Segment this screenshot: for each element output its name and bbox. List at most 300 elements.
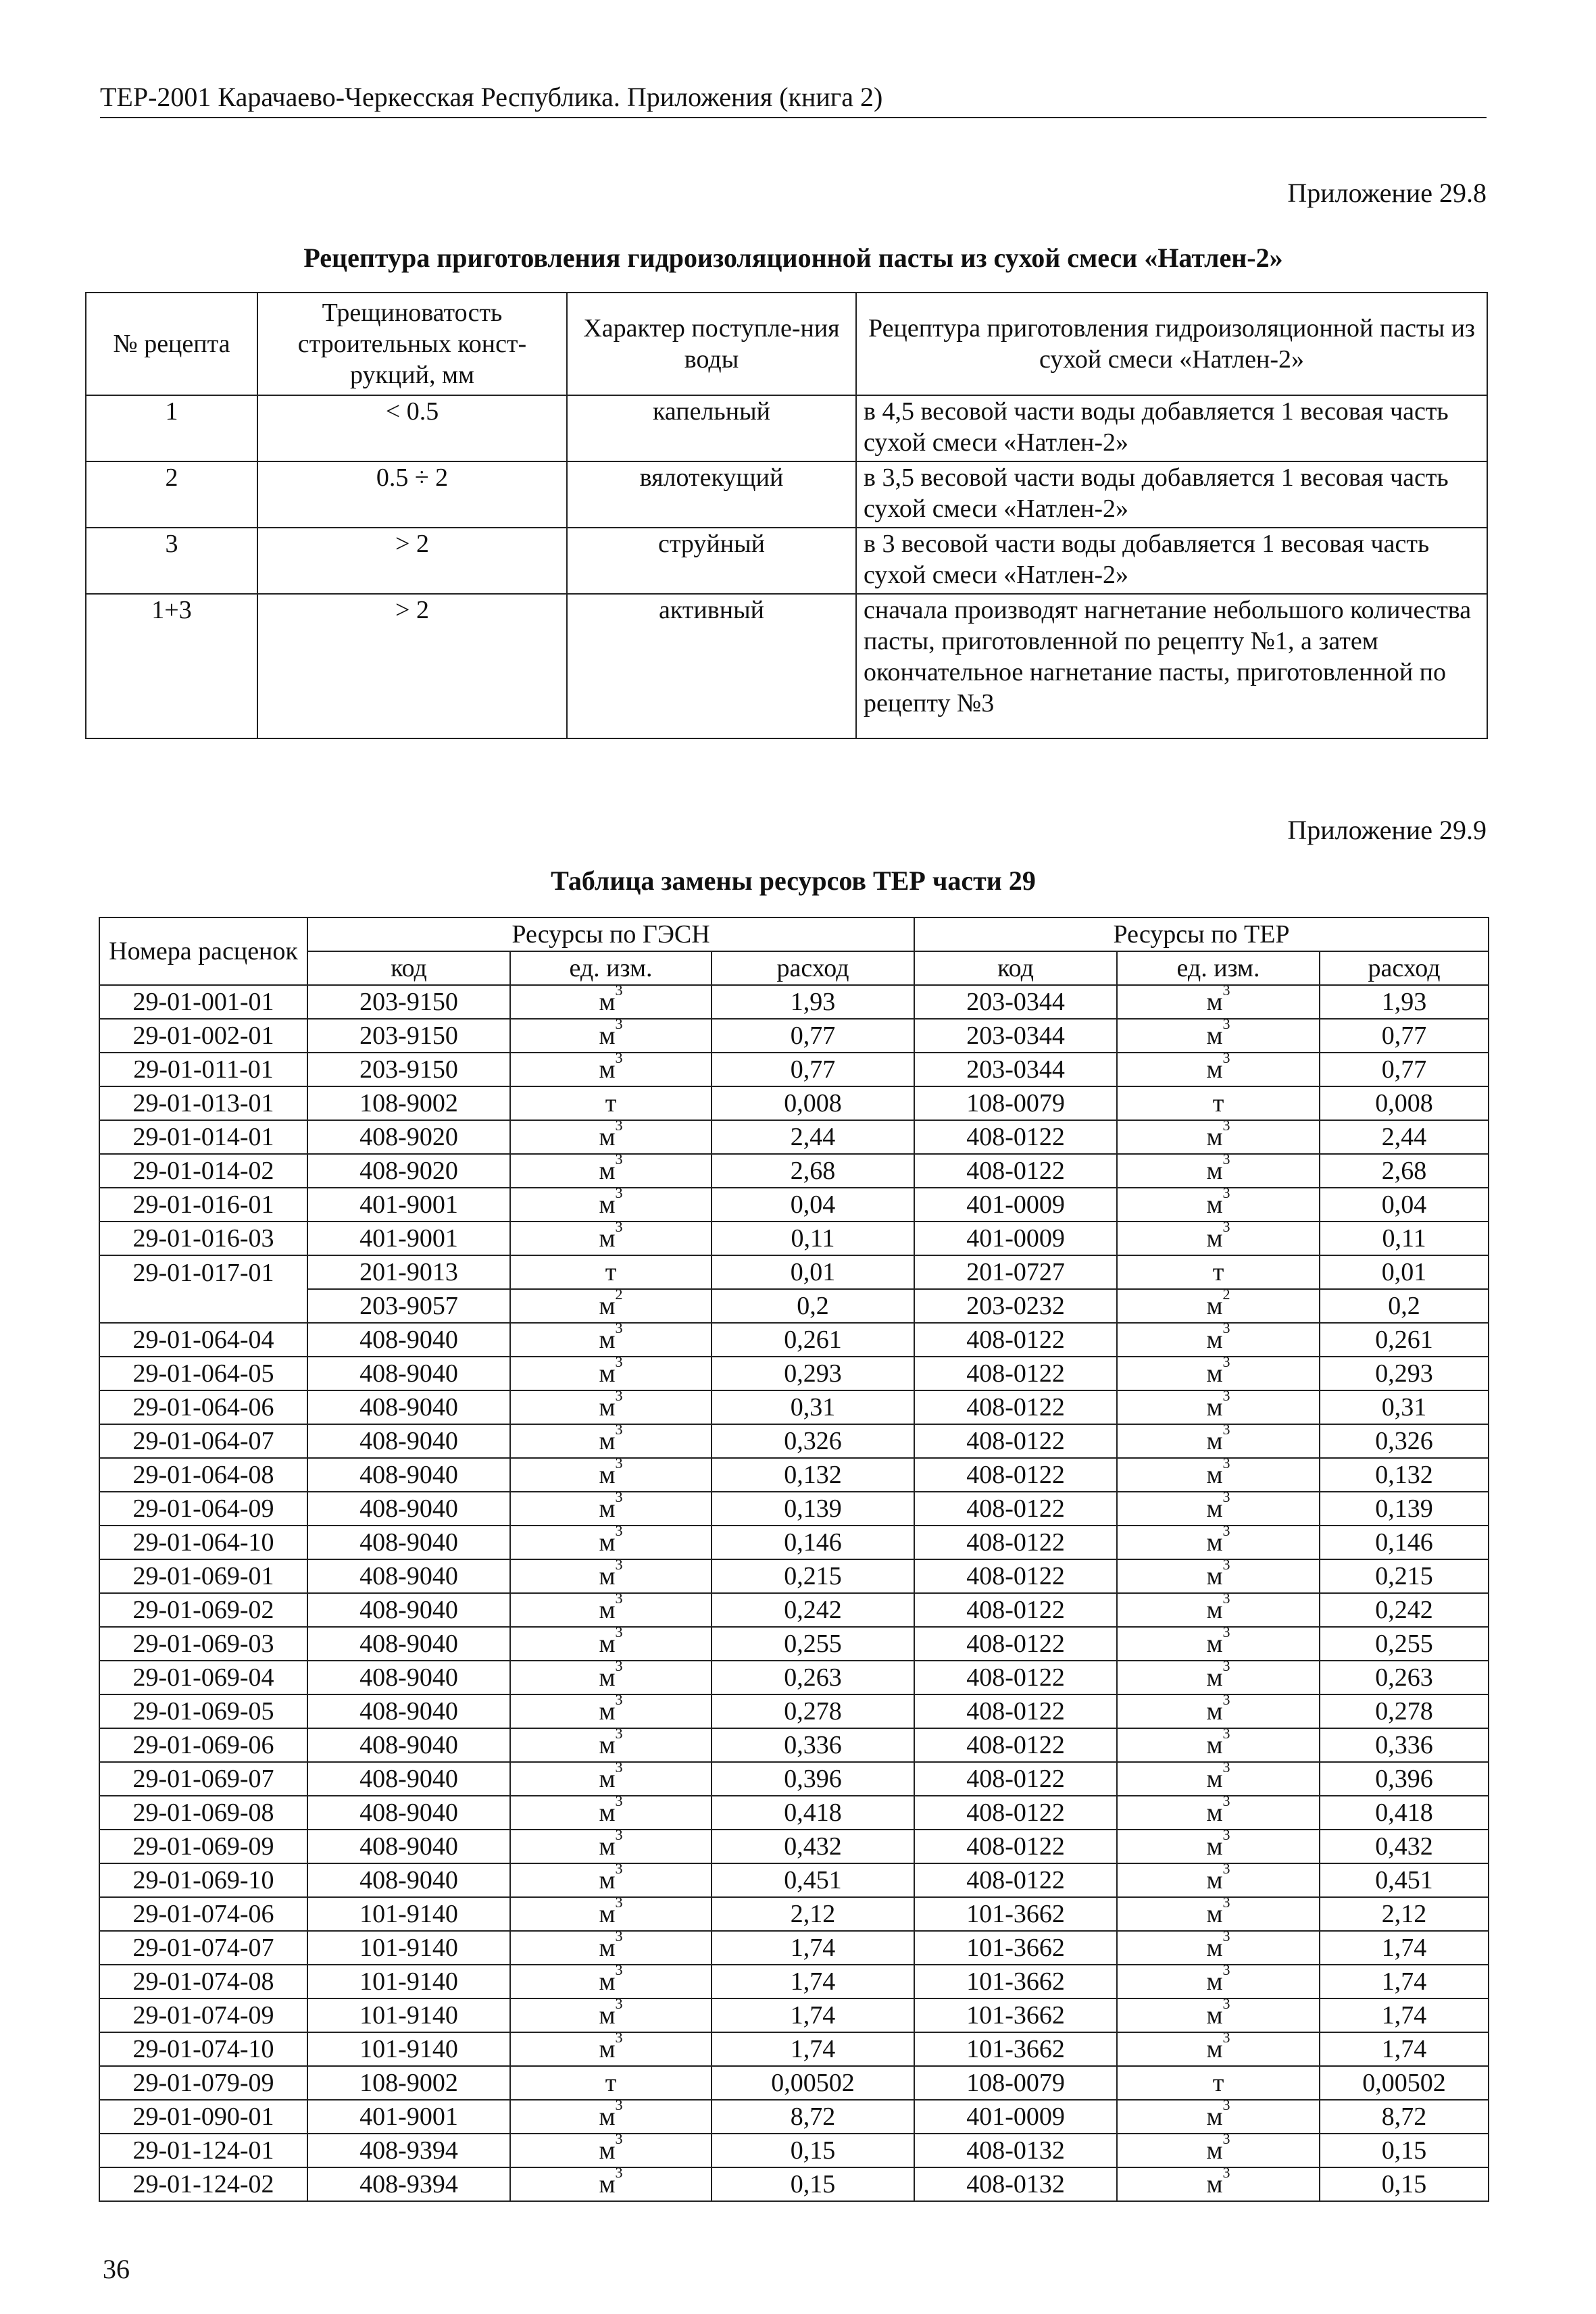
unit-exponent: 3	[615, 2167, 623, 2181]
gesn-amount: 0,263	[712, 1661, 914, 1694]
ter-unit	[1117, 1863, 1320, 1897]
table-row	[99, 1762, 1489, 1796]
rate-number: 29-01-069-05	[99, 1694, 307, 1728]
ter-unit	[1117, 1728, 1320, 1762]
unit-symbol: м	[599, 2035, 616, 2063]
unit-symbol: м	[599, 1292, 616, 1320]
table-row	[99, 1796, 1489, 1830]
unit-exponent: 3	[1222, 1931, 1230, 1944]
gesn-unit	[510, 1390, 712, 1424]
ter-amount: 0,77	[1320, 1053, 1489, 1086]
recipe-number: 1+3	[86, 594, 257, 738]
unit-symbol: м	[599, 1562, 616, 1590]
gesn-unit	[510, 1796, 712, 1830]
unit-exponent: 3	[1222, 1965, 1230, 1978]
gesn-unit	[510, 1728, 712, 1762]
gesn-code: 203-9150	[307, 1053, 510, 1086]
gesn-unit	[510, 1931, 712, 1965]
rate-number: 29-01-090-01	[99, 2100, 307, 2134]
ter-unit	[1117, 1998, 1320, 2032]
recipe-water-flow: струйный	[567, 528, 856, 594]
ter-code: 401-0009	[914, 2100, 1117, 2134]
ter-code: 408-0132	[914, 2167, 1117, 2201]
unit-symbol: м	[1206, 1157, 1223, 1185]
gesn-amount: 1,74	[712, 1931, 914, 1965]
table-row	[99, 1492, 1489, 1526]
unit-exponent: 3	[615, 1323, 623, 1336]
recipe-water-flow: вялотекущий	[567, 461, 856, 528]
ter-amount: 0,263	[1320, 1661, 1489, 1694]
ter-code: 101-3662	[914, 1965, 1117, 1998]
rate-number: 29-01-074-07	[99, 1931, 307, 1965]
ter-amount: 0,278	[1320, 1694, 1489, 1728]
col-group-ter: Ресурсы по ТЕР	[914, 917, 1489, 951]
ter-unit	[1117, 1289, 1320, 1323]
ter-unit	[1117, 1897, 1320, 1931]
ter-amount: 0,326	[1320, 1424, 1489, 1458]
ter-code: 108-0079	[914, 2066, 1117, 2100]
col-gesn-amount: расход	[712, 951, 914, 985]
gesn-unit	[510, 1526, 712, 1559]
ter-unit	[1117, 1357, 1320, 1390]
gesn-amount: 0,31	[712, 1390, 914, 1424]
ter-amount: 0,132	[1320, 1458, 1489, 1492]
resource-replacement-table	[99, 917, 1489, 2202]
gesn-amount: 0,278	[712, 1694, 914, 1728]
table-row	[99, 1323, 1489, 1357]
gesn-code: 401-9001	[307, 2100, 510, 2134]
table-row	[99, 985, 1489, 1019]
table-row	[99, 1728, 1489, 1762]
ter-amount: 2,12	[1320, 1897, 1489, 1931]
rate-number: 29-01-064-04	[99, 1323, 307, 1357]
unit-exponent: 3	[1222, 1390, 1230, 1404]
replacement-table-body	[99, 985, 1489, 2201]
table-row	[99, 1255, 1489, 1289]
unit-symbol: м	[1206, 1190, 1223, 1219]
table-row	[99, 1222, 1489, 1255]
ter-unit	[1117, 1931, 1320, 1965]
unit-symbol: м	[1206, 1528, 1223, 1557]
col-ter-unit: ед. изм.	[1117, 951, 1320, 985]
table-row	[99, 1694, 1489, 1728]
gesn-code: 408-9040	[307, 1357, 510, 1390]
unit-symbol: м	[599, 1359, 616, 1388]
gesn-amount: 0,15	[712, 2134, 914, 2167]
ter-code: 201-0727	[914, 1255, 1117, 1289]
ter-amount: 0,31	[1320, 1390, 1489, 1424]
recipe-number: 3	[86, 528, 257, 594]
unit-symbol: м	[599, 1731, 616, 1759]
ter-code: 101-3662	[914, 1998, 1117, 2032]
rate-number: 29-01-011-01	[99, 1053, 307, 1086]
gesn-code: 408-9040	[307, 1627, 510, 1661]
gesn-unit	[510, 1661, 712, 1694]
gesn-amount: 0,396	[712, 1762, 914, 1796]
unit-symbol: м	[599, 1427, 616, 1455]
gesn-code: 408-9040	[307, 1728, 510, 1762]
gesn-code: 408-9040	[307, 1390, 510, 1424]
gesn-code: 408-9040	[307, 1762, 510, 1796]
ter-amount: 0,139	[1320, 1492, 1489, 1526]
unit-symbol: м	[1206, 1765, 1223, 1793]
recipe-row	[86, 395, 1487, 461]
gesn-amount: 0,293	[712, 1357, 914, 1390]
gesn-unit	[510, 1255, 712, 1289]
unit-exponent: 2	[615, 1289, 623, 1303]
ter-amount: 0,77	[1320, 1019, 1489, 1053]
unit-symbol: м	[599, 1799, 616, 1827]
ter-code: 408-0122	[914, 1424, 1117, 1458]
unit-symbol: м	[599, 1157, 616, 1185]
rate-number: 29-01-069-09	[99, 1830, 307, 1863]
ter-code: 101-3662	[914, 1931, 1117, 1965]
gesn-amount: 0,146	[712, 1526, 914, 1559]
rate-number: 29-01-064-05	[99, 1357, 307, 1390]
rate-number: 29-01-064-07	[99, 1424, 307, 1458]
ter-code: 408-0122	[914, 1458, 1117, 1492]
unit-symbol: м	[599, 1866, 616, 1894]
unit-symbol: м	[1206, 1359, 1223, 1388]
gesn-amount: 0,008	[712, 1086, 914, 1120]
table-row	[99, 1357, 1489, 1390]
unit-exponent: 3	[1222, 1762, 1230, 1776]
unit-exponent: 3	[615, 1694, 623, 1708]
gesn-amount: 0,255	[712, 1627, 914, 1661]
recipe-table-header-row	[86, 293, 1487, 395]
table-row	[99, 1593, 1489, 1627]
gesn-amount: 1,93	[712, 985, 914, 1019]
ter-code: 408-0122	[914, 1694, 1117, 1728]
table-row	[99, 1965, 1489, 1998]
unit-exponent: 3	[1222, 1526, 1230, 1539]
unit-symbol: м	[599, 2136, 616, 2165]
ter-unit	[1117, 1019, 1320, 1053]
unit-symbol: м	[599, 2170, 616, 2198]
unit-exponent: 3	[1222, 1188, 1230, 1201]
unit-symbol: м	[1206, 988, 1223, 1016]
gesn-amount: 0,242	[712, 1593, 914, 1627]
unit-symbol: м	[599, 1190, 616, 1219]
unit-symbol: м	[599, 1697, 616, 1726]
rate-number: 29-01-074-06	[99, 1897, 307, 1931]
ter-code: 408-0122	[914, 1390, 1117, 1424]
unit-exponent: 3	[615, 1830, 623, 1843]
gesn-code: 101-9140	[307, 1897, 510, 1931]
unit-symbol: м	[1206, 2136, 1223, 2165]
unit-exponent: 3	[615, 1019, 623, 1032]
gesn-code: 408-9040	[307, 1424, 510, 1458]
ter-unit	[1117, 1526, 1320, 1559]
unit-symbol: м	[599, 1055, 616, 1084]
unit-exponent: 3	[615, 2100, 623, 2113]
gesn-code: 408-9040	[307, 1863, 510, 1897]
gesn-amount: 0,11	[712, 1222, 914, 1255]
ter-unit	[1117, 1492, 1320, 1526]
recipe-description: в 3,5 весовой части воды добавляется 1 весовая часть сухой смеси «Натлен-2»	[856, 461, 1487, 528]
col-ter-amount: расход	[1320, 951, 1489, 985]
rate-number: 29-01-014-02	[99, 1154, 307, 1188]
ter-code: 408-0122	[914, 1357, 1117, 1390]
unit-symbol: т	[1212, 1089, 1224, 1117]
rate-number: 29-01-069-03	[99, 1627, 307, 1661]
ter-unit	[1117, 1120, 1320, 1154]
gesn-code: 101-9140	[307, 1931, 510, 1965]
col-gesn-unit: ед. изм.	[510, 951, 712, 985]
recipe-row	[86, 461, 1487, 528]
gesn-amount: 0,00502	[712, 2066, 914, 2100]
unit-symbol: м	[1206, 1866, 1223, 1894]
unit-exponent: 3	[615, 1390, 623, 1404]
unit-exponent: 3	[1222, 1019, 1230, 1032]
table-row	[99, 2134, 1489, 2167]
rate-number: 29-01-069-04	[99, 1661, 307, 1694]
ter-unit	[1117, 1458, 1320, 1492]
ter-unit	[1117, 1424, 1320, 1458]
unit-symbol: м	[1206, 2170, 1223, 2198]
table-row	[99, 1897, 1489, 1931]
ter-code: 408-0122	[914, 1863, 1117, 1897]
gesn-unit	[510, 1289, 712, 1323]
unit-exponent: 3	[615, 1357, 623, 1370]
unit-symbol: м	[1206, 1900, 1223, 1928]
ter-amount: 8,72	[1320, 2100, 1489, 2134]
ter-unit	[1117, 1323, 1320, 1357]
gesn-amount: 0,132	[712, 1458, 914, 1492]
gesn-unit	[510, 1492, 712, 1526]
gesn-unit	[510, 985, 712, 1019]
ter-code: 408-0122	[914, 1559, 1117, 1593]
unit-exponent: 3	[1222, 2167, 1230, 2181]
ter-amount: 0,261	[1320, 1323, 1489, 1357]
col-recipe-description: Рецептура приготовления гидроизоляционной пасты из сухой смеси «Натлен-2»	[856, 293, 1487, 395]
table-row	[99, 1998, 1489, 2032]
unit-exponent: 3	[1222, 1492, 1230, 1505]
gesn-unit	[510, 1998, 712, 2032]
gesn-code: 408-9040	[307, 1593, 510, 1627]
col-gesn-code: код	[307, 951, 510, 985]
gesn-amount: 0,261	[712, 1323, 914, 1357]
unit-exponent: 3	[615, 1863, 623, 1877]
ter-code: 408-0122	[914, 1796, 1117, 1830]
rate-number: 29-01-017-01	[99, 1255, 307, 1289]
table-row	[99, 1863, 1489, 1897]
gesn-unit	[510, 1323, 712, 1357]
ter-unit	[1117, 1796, 1320, 1830]
ter-unit	[1117, 2032, 1320, 2066]
ter-amount: 0,293	[1320, 1357, 1489, 1390]
rate-number: 29-01-013-01	[99, 1086, 307, 1120]
rate-number: 29-01-069-08	[99, 1796, 307, 1830]
unit-exponent: 3	[1222, 1728, 1230, 1742]
gesn-code: 408-9040	[307, 1694, 510, 1728]
table-row	[99, 1627, 1489, 1661]
gesn-code: 101-9140	[307, 2032, 510, 2066]
gesn-amount: 0,432	[712, 1830, 914, 1863]
gesn-unit	[510, 1694, 712, 1728]
unit-symbol: м	[1206, 2001, 1223, 2030]
unit-exponent: 3	[1222, 1053, 1230, 1066]
gesn-code: 108-9002	[307, 2066, 510, 2100]
rate-number: 29-01-064-10	[99, 1526, 307, 1559]
ter-code: 408-0122	[914, 1627, 1117, 1661]
gesn-code: 408-9394	[307, 2167, 510, 2201]
unit-exponent: 3	[1222, 2100, 1230, 2113]
unit-exponent: 3	[615, 1222, 623, 1235]
ter-amount: 0,336	[1320, 1728, 1489, 1762]
ter-code: 408-0122	[914, 1830, 1117, 1863]
table-row	[99, 1458, 1489, 1492]
gesn-unit	[510, 1120, 712, 1154]
unit-exponent: 3	[1222, 1120, 1230, 1134]
gesn-amount: 0,139	[712, 1492, 914, 1526]
unit-symbol: м	[599, 1326, 616, 1354]
gesn-code: 401-9001	[307, 1188, 510, 1222]
table-row	[99, 1086, 1489, 1120]
ter-unit	[1117, 1053, 1320, 1086]
unit-exponent: 3	[615, 1661, 623, 1674]
rate-number: 29-01-014-01	[99, 1120, 307, 1154]
col-group-gesn: Ресурсы по ГЭСН	[307, 917, 914, 951]
unit-symbol: м	[599, 1900, 616, 1928]
recipe-description: сначала производят нагнетание небольшого количества пасты, приготовленной по рецепту №1, а затем окончательное нагнетание пасты, приготовленной по рецепту №3	[856, 594, 1487, 738]
table-row	[99, 1424, 1489, 1458]
unit-symbol: м	[599, 988, 616, 1016]
gesn-amount: 0,15	[712, 2167, 914, 2201]
unit-symbol: м	[1206, 1494, 1223, 1523]
table-row	[99, 2032, 1489, 2066]
ter-unit	[1117, 1627, 1320, 1661]
recipe-table	[85, 292, 1488, 739]
unit-exponent: 3	[615, 1492, 623, 1505]
ter-amount: 0,04	[1320, 1188, 1489, 1222]
unit-exponent: 3	[1222, 1998, 1230, 2012]
ter-amount: 0,255	[1320, 1627, 1489, 1661]
page-header: ТЕР-2001 Карачаево-Черкесская Республика. Приложения (книга 2)	[100, 81, 1487, 118]
ter-code: 408-0122	[914, 1661, 1117, 1694]
unit-exponent: 3	[1222, 1897, 1230, 1911]
unit-exponent: 3	[615, 1728, 623, 1742]
unit-exponent: 3	[615, 1053, 623, 1066]
rate-number: 29-01-124-01	[99, 2134, 307, 2167]
gesn-unit	[510, 1830, 712, 1863]
ter-unit	[1117, 2066, 1320, 2100]
unit-exponent: 3	[1222, 1593, 1230, 1607]
recipe-row	[86, 528, 1487, 594]
gesn-unit	[510, 1458, 712, 1492]
ter-unit	[1117, 1390, 1320, 1424]
unit-symbol: м	[599, 2001, 616, 2030]
gesn-unit	[510, 2134, 712, 2167]
unit-symbol: м	[1206, 1123, 1223, 1151]
unit-exponent: 3	[615, 1593, 623, 1607]
rate-number: 29-01-069-02	[99, 1593, 307, 1627]
unit-symbol: м	[1206, 1596, 1223, 1624]
ter-code: 101-3662	[914, 1897, 1117, 1931]
table-row	[99, 2100, 1489, 2134]
unit-symbol: м	[1206, 1832, 1223, 1861]
unit-exponent: 3	[1222, 1323, 1230, 1336]
gesn-unit	[510, 1086, 712, 1120]
recipe-water-flow: активный	[567, 594, 856, 738]
ter-amount: 0,01	[1320, 1255, 1489, 1289]
gesn-amount: 0,451	[712, 1863, 914, 1897]
recipe-cracking: > 2	[257, 594, 567, 738]
rate-number: 29-01-079-09	[99, 2066, 307, 2100]
ter-amount: 0,242	[1320, 1593, 1489, 1627]
unit-exponent: 3	[615, 1796, 623, 1809]
unit-exponent: 3	[1222, 1796, 1230, 1809]
ter-unit	[1117, 1188, 1320, 1222]
ter-amount: 1,74	[1320, 1965, 1489, 1998]
unit-symbol: м	[1206, 1697, 1223, 1726]
rate-number	[99, 1289, 307, 1323]
unit-symbol: м	[1206, 1630, 1223, 1658]
rate-number: 29-01-069-06	[99, 1728, 307, 1762]
gesn-code: 203-9150	[307, 1019, 510, 1053]
unit-symbol: т	[1212, 2069, 1224, 2097]
recipe-number: 1	[86, 395, 257, 461]
unit-exponent: 3	[1222, 985, 1230, 999]
ter-code: 408-0122	[914, 1154, 1117, 1188]
gesn-code: 101-9140	[307, 1998, 510, 2032]
unit-exponent: 3	[615, 1120, 623, 1134]
ter-code: 101-3662	[914, 2032, 1117, 2066]
unit-symbol: м	[1206, 1799, 1223, 1827]
recipe-description: в 4,5 весовой части воды добавляется 1 весовая часть сухой смеси «Натлен-2»	[856, 395, 1487, 461]
recipe-cracking: 0.5 ÷ 2	[257, 461, 567, 528]
ter-amount: 0,396	[1320, 1762, 1489, 1796]
gesn-unit	[510, 1424, 712, 1458]
gesn-code: 408-9040	[307, 1526, 510, 1559]
gesn-code: 408-9040	[307, 1796, 510, 1830]
appendix-label-29-8: Приложение 29.8	[1287, 178, 1487, 208]
ter-amount: 0,11	[1320, 1222, 1489, 1255]
recipe-cracking: > 2	[257, 528, 567, 594]
unit-exponent: 3	[1222, 1863, 1230, 1877]
ter-amount: 2,68	[1320, 1154, 1489, 1188]
gesn-code: 101-9140	[307, 1965, 510, 1998]
gesn-code: 408-9040	[307, 1830, 510, 1863]
table-row	[99, 1154, 1489, 1188]
unit-symbol: м	[1206, 1562, 1223, 1590]
ter-code: 108-0079	[914, 1086, 1117, 1120]
gesn-amount: 0,418	[712, 1796, 914, 1830]
rate-number: 29-01-016-01	[99, 1188, 307, 1222]
ter-amount: 0,15	[1320, 2134, 1489, 2167]
unit-symbol: м	[1206, 1663, 1223, 1692]
replacement-header-row-2	[99, 951, 1489, 985]
gesn-unit	[510, 1053, 712, 1086]
unit-symbol: м	[599, 1528, 616, 1557]
col-ter-code: код	[914, 951, 1117, 985]
ter-unit	[1117, 1255, 1320, 1289]
unit-symbol: м	[599, 2103, 616, 2131]
gesn-code: 408-9040	[307, 1559, 510, 1593]
gesn-unit	[510, 1762, 712, 1796]
appendix-label-29-9: Приложение 29.9	[1287, 815, 1487, 845]
unit-exponent: 3	[1222, 1154, 1230, 1167]
unit-exponent: 3	[615, 2032, 623, 2046]
unit-symbol: м	[1206, 2103, 1223, 2131]
unit-exponent: 3	[1222, 2032, 1230, 2046]
rate-number: 29-01-069-01	[99, 1559, 307, 1593]
unit-exponent: 3	[1222, 1830, 1230, 1843]
rate-number: 29-01-001-01	[99, 985, 307, 1019]
unit-symbol: м	[599, 1123, 616, 1151]
unit-exponent: 3	[615, 2134, 623, 2147]
rate-number: 29-01-064-08	[99, 1458, 307, 1492]
